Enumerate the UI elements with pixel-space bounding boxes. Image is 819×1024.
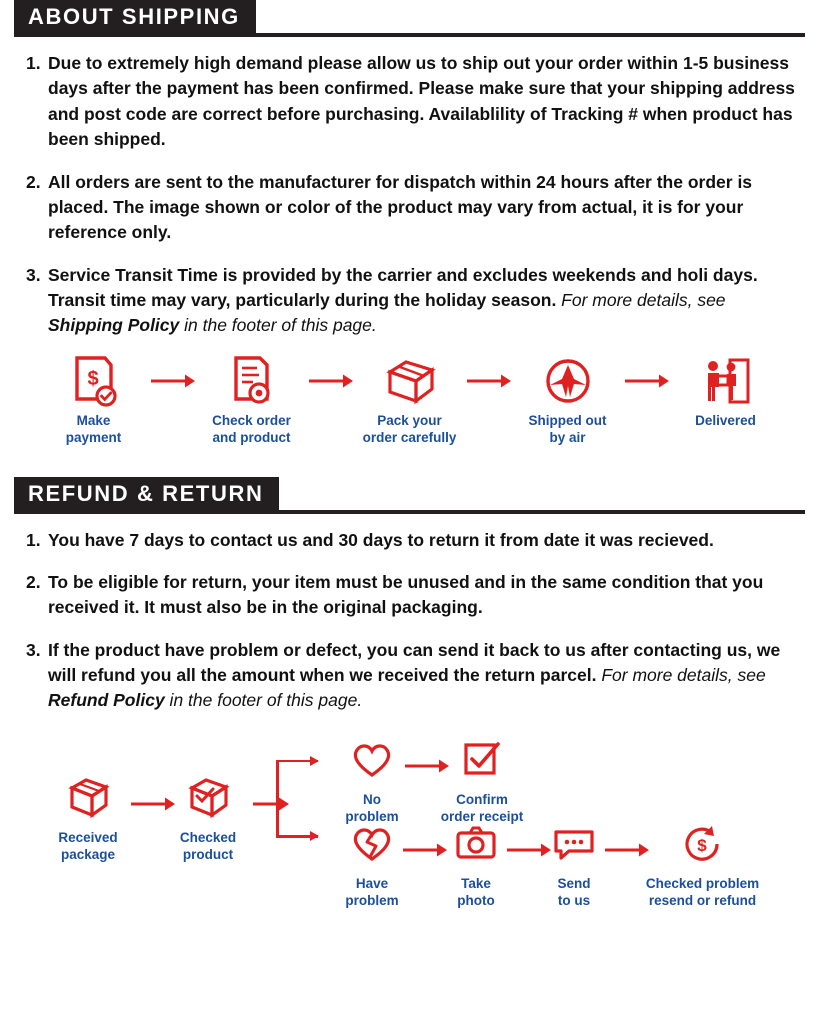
caption-line2: and product <box>212 429 291 445</box>
invoice-dollar-icon <box>71 353 117 409</box>
section-title-text: REFUND & RETURN <box>28 480 264 506</box>
policy-link-refund[interactable]: Refund Policy <box>48 690 165 711</box>
flow-node-caption <box>457 876 494 910</box>
flow-node-caption <box>557 876 590 910</box>
section-title-bar <box>14 0 256 34</box>
refund-list <box>0 528 819 714</box>
package-box-icon <box>382 353 438 409</box>
caption-line2: problem <box>345 892 399 908</box>
arrow-icon <box>150 353 196 409</box>
open-box-icon <box>62 770 114 826</box>
chat-message-icon <box>551 816 597 872</box>
note-prefix: For more details, see <box>596 665 766 685</box>
section-title-text: ABOUT SHIPPING <box>28 4 240 29</box>
list-item <box>26 570 797 621</box>
caption-line2: product <box>182 846 234 862</box>
caption-line1: Checked <box>179 829 237 845</box>
camera-icon <box>453 816 499 872</box>
flow-node <box>38 353 150 447</box>
list-item-text: If the product have problem or defect, you can send it back to us after contacting us, we will refund you all the amount when we received the return parcel. <box>48 639 781 685</box>
caption-line2: photo <box>457 892 495 908</box>
flow-node <box>670 353 782 430</box>
section-title-bar <box>14 477 279 511</box>
list-item-number: 1. <box>26 53 41 73</box>
flow-node-caption <box>363 413 457 447</box>
list-item <box>26 51 797 153</box>
caption-line1: Delivered <box>695 412 756 428</box>
arrow-icon <box>624 353 670 409</box>
caption-line1: Make <box>76 412 111 428</box>
section-header-refund <box>14 477 805 511</box>
caption-line1: No <box>362 791 381 807</box>
list-item-text: Due to extremely high demand please allow us to ship out your order within 1-5 business days after the payment has been confirmed. Please make sure that your shipping address and post code are correct before purchasing. Availablility of Tracking # when product has been shipped. <box>48 53 795 150</box>
flow-node-caption <box>695 413 756 430</box>
flow-node-caption <box>66 413 122 447</box>
caption-line1: Send <box>557 875 591 891</box>
flow-node <box>512 353 624 447</box>
arrow-icon <box>466 353 512 409</box>
list-item <box>26 638 797 714</box>
note-suffix: in the footer of this page. <box>164 690 363 711</box>
checked-box-icon <box>182 770 234 826</box>
caption-line2: package <box>60 846 116 862</box>
flow-node <box>354 353 466 447</box>
caption-line1: Have <box>355 875 389 891</box>
list-item <box>26 263 797 339</box>
svg-text:$: $ <box>86 367 99 390</box>
caption-line1: Take <box>461 875 491 891</box>
flow-node-caption <box>646 876 759 910</box>
delivery-person-icon <box>700 353 752 409</box>
refund-flow-diagram <box>0 732 819 908</box>
shipping-flow-diagram <box>0 353 819 447</box>
caption-line2: payment <box>65 429 122 445</box>
section-rule <box>14 510 805 514</box>
list-item-text-group <box>48 263 797 339</box>
list-item-number: 2. <box>26 571 41 592</box>
svg-text:$: $ <box>696 835 707 855</box>
list-item <box>26 528 797 553</box>
refund-dollar-icon <box>681 816 725 872</box>
list-item <box>26 170 797 246</box>
broken-heart-icon <box>350 816 394 872</box>
list-item-number: 2. <box>26 171 41 192</box>
flow-node-caption <box>529 413 607 447</box>
caption-line1: Checked problem <box>645 875 760 891</box>
caption-line1: Check order <box>212 412 291 428</box>
list-item-text: You have 7 days to contact us and 30 days to return it from date it was recieved. <box>48 529 714 550</box>
caption-line2: by air <box>549 429 586 445</box>
airplane-shipped-icon <box>542 353 594 409</box>
flow-node <box>32 770 144 864</box>
flow-node <box>196 353 308 447</box>
flow-node <box>412 732 552 826</box>
caption-line1: Confirm <box>456 791 508 807</box>
list-item-text: All orders are sent to the manufacturer for dispatch within 24 hours after the order is placed. The image shown or color of the product may vary from actual, it is for your reference only. <box>48 171 753 243</box>
note-suffix: in the footer of this page. <box>179 315 377 336</box>
caption-line2: order receipt <box>440 808 524 824</box>
flow-node-caption <box>180 830 236 864</box>
list-item-number: 1. <box>26 529 41 550</box>
caption-line1: Shipped out <box>528 412 607 428</box>
caption-line2: resend or refund <box>648 892 757 908</box>
section-header-shipping <box>14 0 805 34</box>
flow-node <box>620 816 785 910</box>
section-rule <box>14 33 805 37</box>
list-item-text-group <box>48 638 797 714</box>
flow-node-caption <box>345 876 398 910</box>
caption-line1: Received <box>58 829 118 845</box>
caption-line2: to us <box>557 892 591 908</box>
flow-node-caption <box>58 830 117 864</box>
arrow-icon <box>308 353 354 409</box>
policy-link-shipping[interactable]: Shipping Policy <box>48 315 180 336</box>
flow-node-caption <box>212 413 291 447</box>
branch-connector <box>276 760 318 838</box>
note-prefix: For more details, see <box>556 290 726 310</box>
list-item-text: Service Transit Time is provided by the carrier and excludes weekends and holi days. Transit time may vary, particularly during the holiday season. <box>48 264 758 310</box>
check-order-document-icon <box>229 353 275 409</box>
caption-line2: order carefully <box>362 429 457 445</box>
caption-line2: problem <box>345 808 399 824</box>
checklist-icon <box>460 732 504 788</box>
heart-icon <box>350 732 394 788</box>
shipping-list <box>0 51 819 339</box>
list-item-text: To be eligible for return, your item must be unused and in the same condition that you received it. It must also be in the original packaging. <box>48 571 764 618</box>
caption-line1: Pack your <box>377 412 442 428</box>
list-item-number: 3. <box>26 639 41 660</box>
list-item-number: 3. <box>26 264 41 285</box>
